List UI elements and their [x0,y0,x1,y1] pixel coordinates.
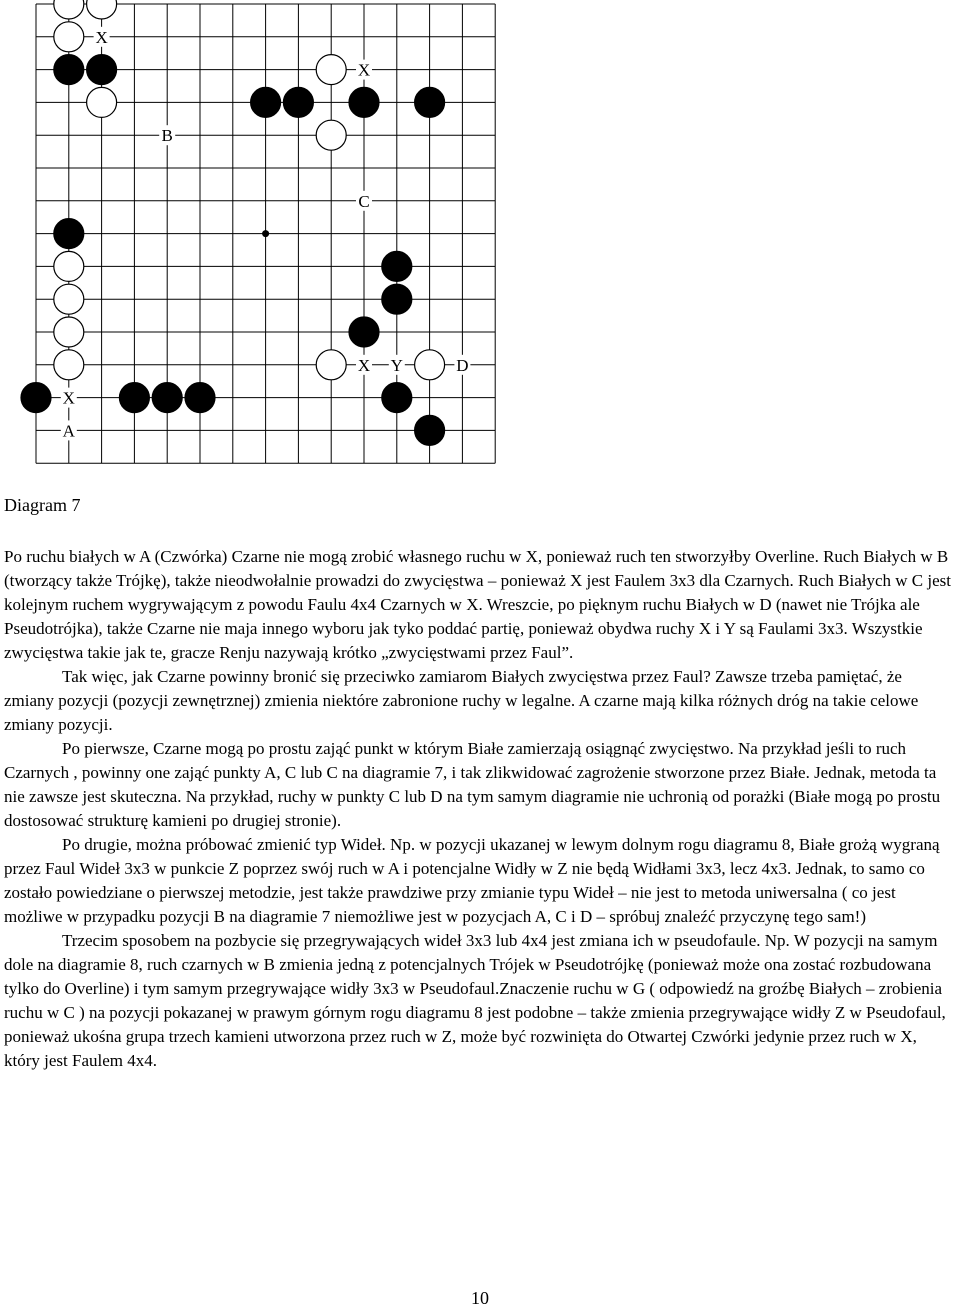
diagram-caption: Diagram 7 [4,495,81,515]
white-stone [87,87,117,117]
point-label: X [357,355,371,375]
point-label: Y [390,355,403,375]
point-label: X [357,60,371,80]
white-stone [54,317,84,347]
black-stone [283,87,313,117]
black-stone [87,55,117,85]
black-stone [415,415,445,445]
black-stone [152,383,182,413]
paragraph: Po pierwsze, Czarne mogą po prostu zająć punkt w którym Białe zamierzają osiągnąć zwycięstwo. Na przykład jeśli to ruch Czarnych , powinny one zająć punkty A, C lub C na diagramie 7, i tak zlikwidować zagrożenie stworzone przez Białe. Jednak, metoda ta nie zawsze jest skuteczna. Na przykład, ruchy w punkty C lub D na tym samym diagramie nie uchronią od porażki (Białe mogą po prostu dostosować strukturę kamieni po drugiej stronie). [4,739,941,830]
black-stone [251,87,281,117]
black-stone [54,219,84,249]
black-stone [349,317,379,347]
black-stone [382,284,412,314]
white-stone [54,22,84,52]
point-label: A [62,421,75,441]
point-label: X [62,388,75,408]
paragraph: Tak więc, jak Czarne powinny bronić się przeciwko zamiarom Białych zwycięstwa przez Faul? Zawsze trzeba pamiętać, że zmiany pozycji (pozycji zewnętrznej) zmienia niektóre zabronione ruchy w legalne. A czarne mają kilka różnych dróg na takie celowe zmiany pozycji. [4,667,919,734]
black-stone [185,383,215,413]
point-label: X [95,27,108,47]
black-stone [21,383,51,413]
point-label: C [358,191,370,211]
black-stone [349,87,379,117]
white-stone [316,350,346,380]
paragraph: Po drugie, można próbować zmienić typ Wideł. Np. w pozycji ukazanej w lewym dolnym rogu diagramu 8, Białe grożą wygraną przez Faul Wideł 3x3 w punkcie Z poprzez swój ruch w A i potencjalne Widły w Z nie będą Widłami 3x3, lecz 4x3. Jednak, to samo co zostało powiedziane o pierwszej metodzie, jest także prawdziwe przy zmianie typu Wideł – nie jest to metoda uniwersalna ( co jest możliwe w przypadku pozycji B na diagramie 7 niemożliwe jest w pozycjach A, C i D – spróbuj znaleźć przyczynę tego sam!) [4,835,940,926]
point-label: D [456,355,469,375]
black-stone [54,55,84,85]
white-stone [54,0,84,19]
white-stone [54,251,84,281]
paragraph: Trzecim sposobem na pozbycie się przegrywających wideł 3x3 lub 4x4 jest zmiana ich w pseudofaule. Np. W pozycji na samym dole na diagramie 8, ruch czarnych w B zmienia jedną z potencjalnych Trójek w Pseudotrójkę (ponieważ może ona zostać rozbudowana tylko do Overline) i tym samym przegrywające widły 3x3 w Pseudofaul.Znaczenie ruchu w G ( odpowiedź na groźbę Białych – zrobienia ruchu w C ) na pozycji pokazanej w prawym górnym rogu diagramu 8 jest podobne – także zmienia przegrywające widły Z w Pseudofaul, ponieważ ukośna grupa trzech kamieni utworzona przez ruch w Z, może być rozwinięta do Otwartej Czwórki jedynie przez ruch w X, który jest Faulem 4x4. [4,931,946,1070]
page-number: 10 [471,1288,489,1308]
star-point [262,230,269,237]
star-point-layer [262,230,269,237]
white-stone [316,55,346,85]
renju-board-diagram [0,0,960,470]
black-stone [382,383,412,413]
white-stone [316,120,346,150]
white-stone [415,350,445,380]
white-stone [87,0,117,19]
white-stone [54,350,84,380]
body-text [4,545,956,1073]
paragraph: Po ruchu białych w A (Czwórka) Czarne nie mogą zrobić własnego ruchu w X, ponieważ ruch ten stworzyłby Overline. Ruch Białych w B (tworzący także Trójkę), także nieodwołalnie prowadzi do zwycięstwa – ponieważ X jest Faulem 3x3 dla Czarnych. Ruch Białych w C jest kolejnym ruchem wygrywającym z powodu Faulu 4x4 Czarnych w X. Wreszcie, po pięknym ruchu Białych w D (nawet nie Trójka ale Pseudotrójka), także Czarne nie maja innego wyboru jak tyko poddać partię, ponieważ obydwa ruchy X i Y są Faulami 3x3. Wszystkie zwycięstwa takie jak te, gracze Renju nazywają krótko „zwycięstwami przez Faul”. [4,547,952,662]
black-stone [415,87,445,117]
white-stone [54,284,84,314]
black-stone [119,383,149,413]
black-stone [382,251,412,281]
point-label: B [161,126,173,146]
